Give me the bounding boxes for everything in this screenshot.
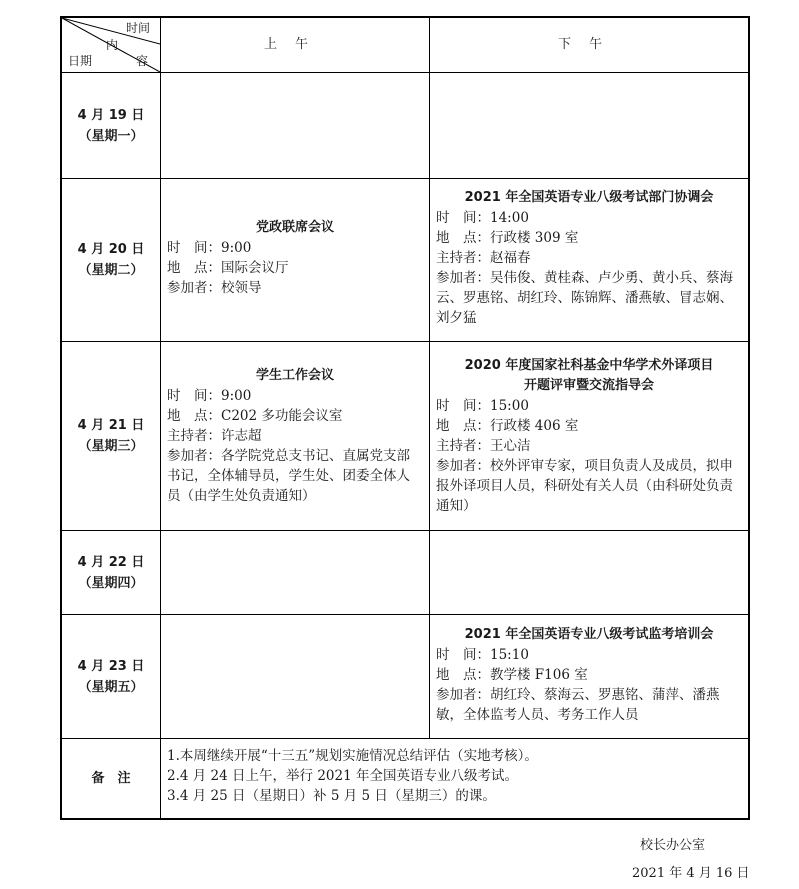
event-participants: 参加者：校领导	[167, 280, 262, 296]
event-participants: 参加者：校外评审专家，项目负责人及成员，拟申报外译项目人员，科研处有关人员（由科研处负责通知）	[436, 458, 733, 514]
event-time: 时 间：15:00	[436, 398, 529, 414]
event-time: 时 间：9:00	[167, 388, 252, 404]
event-time: 时 间：14:00	[436, 210, 529, 226]
day-weekday: （星期三）	[78, 439, 144, 454]
day-weekday: （星期一）	[78, 128, 144, 144]
event-location: 地 点：行政楼 309 室	[436, 230, 579, 246]
row-divider	[62, 178, 748, 179]
corner-time-label: 时间	[126, 21, 151, 35]
event-title: 2021 年全国英语专业八级考试部门协调会	[464, 190, 714, 205]
day-date: 4 月 20 日	[77, 242, 145, 257]
event-participants: 参加者：各学院党总支书记、直属党支部书记，全体辅导员，学生处、团委全体人员（由学生处负责通知）	[167, 448, 410, 504]
day-date: 4 月 21 日	[77, 418, 145, 433]
day-cell	[62, 342, 160, 530]
event-title: 2020 年度国家社科基金中华学术外译项目	[464, 358, 714, 373]
event-cell	[430, 625, 748, 725]
day-date: 4 月 23 日	[77, 658, 145, 674]
day-cell	[62, 615, 160, 738]
schedule-table	[60, 16, 750, 820]
event-location: 地 点：国际会议厅	[167, 260, 289, 276]
event-time: 时 间：15:10	[436, 647, 529, 663]
day-date: 4 月 22 日	[77, 554, 145, 570]
day-cell	[62, 73, 160, 178]
event-title: 党政联席会议	[255, 220, 334, 235]
day-weekday: （星期五）	[78, 679, 144, 695]
event-cell	[430, 356, 748, 516]
corner-content-label: 容	[136, 54, 149, 68]
header-morning: 上午	[263, 37, 326, 52]
event-cell	[430, 188, 748, 328]
day-cell	[62, 179, 160, 341]
corner-content-label: 内	[106, 38, 119, 52]
row-divider	[62, 738, 748, 739]
notes-cell	[161, 746, 748, 806]
event-participants: 参加者：胡红玲、蔡海云、罗惠铭、蒲萍、潘燕敏，全体监考人员、考务工作人员	[436, 687, 720, 723]
event-location: 地 点：行政楼 406 室	[436, 418, 579, 434]
footer-office: 校长办公室	[640, 838, 706, 853]
notes-label-cell	[62, 739, 160, 818]
row-divider	[62, 530, 748, 531]
note-item: 3.4 月 25 日（星期日）补 5 月 5 日（星期三）的课。	[167, 788, 496, 804]
event-cell	[161, 366, 429, 506]
day-weekday: （星期四）	[78, 575, 144, 591]
row-divider	[62, 72, 748, 73]
notes-label: 备 注	[91, 771, 131, 786]
event-host: 主持者：赵福春	[436, 250, 531, 266]
footer-date: 2021 年 4 月 16 日	[632, 866, 750, 881]
event-title: 2021 年全国英语专业八级考试监考培训会	[464, 627, 714, 642]
day-weekday: （星期二）	[78, 263, 144, 278]
event-title: 学生工作会议	[255, 368, 334, 383]
corner-date-label: 日期	[68, 54, 93, 68]
event-time: 时 间：9:00	[167, 240, 252, 256]
header-afternoon: 下午	[557, 37, 620, 52]
day-cell	[62, 531, 160, 614]
row-divider	[62, 614, 748, 615]
event-title: 开题评审暨交流指导会	[523, 378, 654, 393]
row-divider	[62, 341, 748, 342]
event-cell	[161, 218, 429, 298]
day-date: 4 月 19 日	[77, 107, 145, 123]
event-host: 主持者：王心洁	[436, 438, 531, 454]
event-participants: 参加者：吴伟俊、黄桂森、卢少勇、黄小兵、蔡海云、罗惠铭、胡红玲、陈锦辉、潘燕敏、冒志娴、刘夕猛	[436, 270, 733, 326]
event-location: 地 点：C202 多功能会议室	[167, 408, 343, 424]
note-item: 2.4 月 24 日上午，举行 2021 年全国英语专业八级考试。	[167, 768, 518, 784]
event-location: 地 点：教学楼 F106 室	[436, 667, 588, 683]
note-item: 1.本周继续开展“十三五”规划实施情况总结评估（实地考核）。	[167, 748, 538, 764]
event-host: 主持者：许志超	[167, 428, 262, 444]
